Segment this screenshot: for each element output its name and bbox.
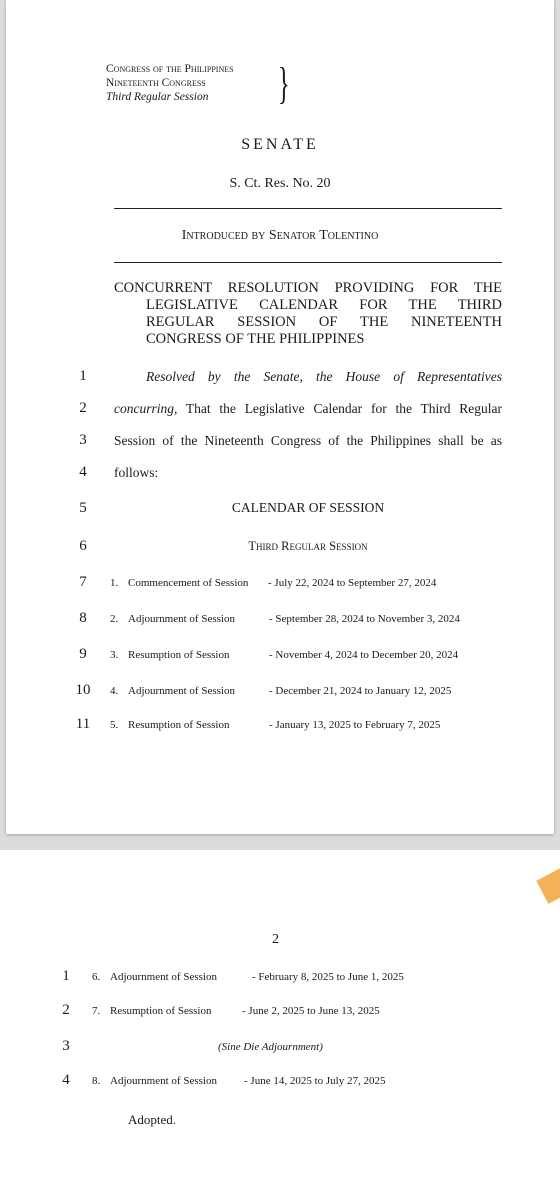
chamber-title: SENATE [241,136,319,153]
line-number: 2 [62,1002,70,1018]
line-number: 7 [79,574,87,590]
resolution-number: S. Ct. Res. No. 20 [229,176,331,191]
line-number: 8 [79,610,87,626]
line-number: 3 [62,1038,70,1054]
line-number: 6 [79,538,87,554]
concurring-word: concurring, [114,401,178,416]
session-heading: Third Regular Session [248,539,368,553]
item-label: Adjournment of Session [110,971,217,983]
item-label: Adjournment of Session [110,1075,217,1087]
header-brace: } [278,59,290,108]
item-label: Resumption of Session [110,1005,212,1017]
item-dates: - February 8, 2025 to June 1, 2025 [252,971,404,983]
item-dates: - September 28, 2024 to November 3, 2024 [269,613,460,625]
sine-die-note: (Sine Die Adjournment) [218,1041,323,1053]
body-line-4: follows: [114,465,159,480]
line-number: 11 [75,716,91,732]
line-number: 10 [75,682,91,698]
item-dates: - June 2, 2025 to June 13, 2025 [242,1005,380,1017]
item-dates: - June 14, 2025 to July 27, 2025 [244,1075,386,1087]
body-line-1 [114,369,502,385]
resolution-title [114,280,502,348]
item-dates: - January 13, 2025 to February 7, 2025 [269,719,441,731]
resolved-clause: Resolved by the Senate, the House of Representatives [146,369,502,384]
line-number: 5 [79,500,87,516]
session-label: Third Regular Session [106,91,209,103]
item-number: 6. [92,971,101,983]
item-number: 1. [110,577,119,589]
item-label: Resumption of Session [128,719,230,731]
item-number: 5. [110,719,119,731]
adopted-label: Adopted. [128,1112,177,1127]
calendar-heading: CALENDAR OF SESSION [231,500,385,515]
line-number: 9 [79,646,87,662]
line-number: 3 [79,432,87,448]
congress-header: Congress of the Philippines [106,63,234,75]
line-number: 1 [79,368,87,384]
document-page-2 [0,850,560,1200]
line-number: 2 [79,400,87,416]
item-number: 2. [110,613,119,625]
introduced-by: Introduced by Senator Tolentino [181,228,379,243]
page-number: 2 [272,932,279,947]
item-number: 7. [92,1005,101,1017]
line-number: 1 [62,968,70,984]
body-line-3: Session of the Nineteenth Congress of the Philippines shall be as [114,433,502,448]
item-label: Resumption of Session [128,649,230,661]
line-number: 4 [79,464,87,480]
item-label: Commencement of Session [128,577,249,589]
item-number: 8. [92,1075,101,1087]
item-label: Adjournment of Session [128,685,235,697]
body-text: That the Legislative Calendar for the Third Regular [177,401,502,416]
line-number: 4 [62,1072,70,1088]
divider-bottom [114,262,502,263]
congress-number: Nineteenth Congress [106,77,206,89]
divider-top [114,208,502,209]
title-line: CONCURRENT RESOLUTION PROVIDING FOR THE [114,280,502,296]
title-line: CONGRESS OF THE PHILIPPINES [146,331,365,347]
body-line-2 [114,401,502,417]
item-dates: - December 21, 2024 to January 12, 2025 [269,685,452,697]
item-dates: - November 4, 2024 to December 20, 2024 [269,649,459,661]
item-number: 3. [110,649,119,661]
title-line: REGULAR SESSION OF THE NINETEENTH [146,314,502,330]
item-number: 4. [110,685,119,697]
title-line: LEGISLATIVE CALENDAR FOR THE THIRD [146,297,502,313]
document-page-1 [6,0,554,834]
item-dates: - July 22, 2024 to September 27, 2024 [268,577,437,589]
item-label: Adjournment of Session [128,613,235,625]
